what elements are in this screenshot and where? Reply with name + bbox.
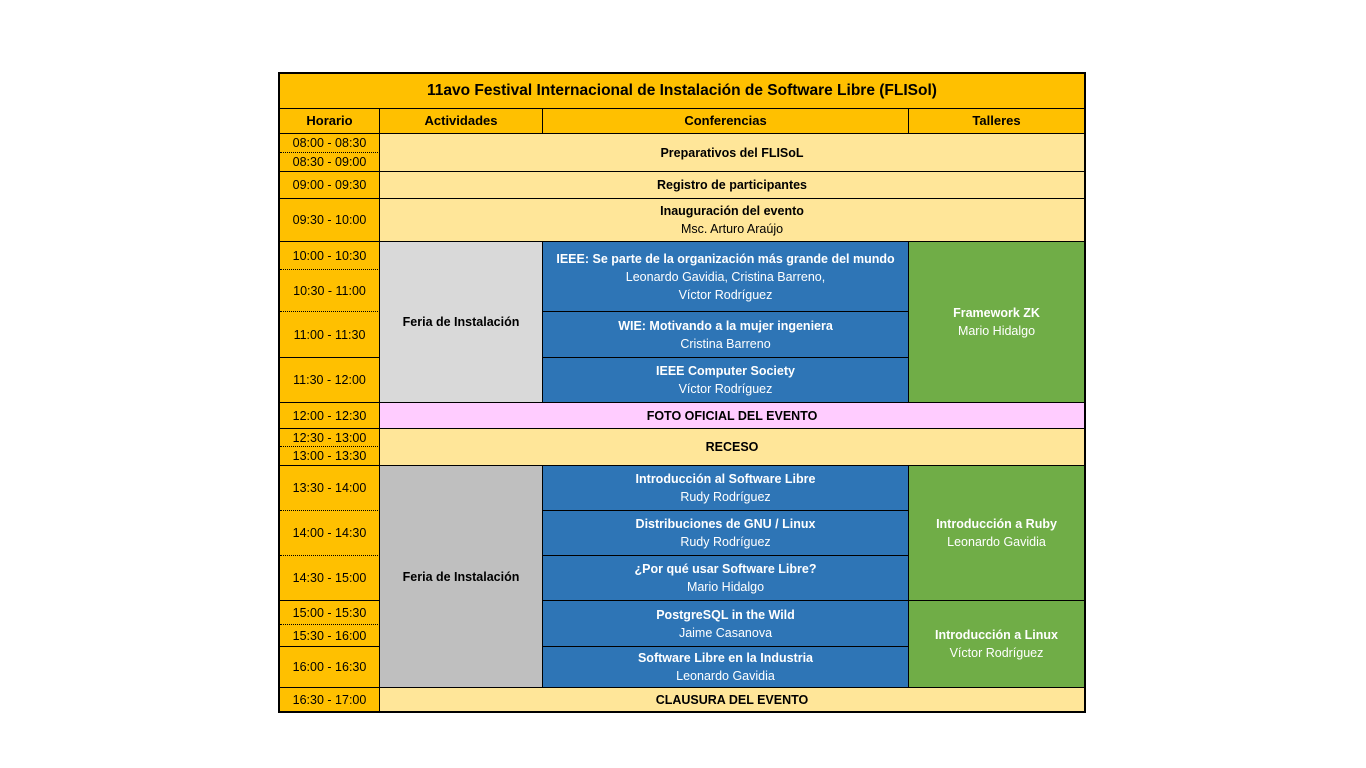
morning-actividad: Feria de Instalación [380, 242, 543, 403]
conference-speaker: Jaime Casanova [678, 625, 773, 640]
time-slot: 12:00 - 12:30 [280, 403, 380, 429]
conference-block [543, 511, 909, 556]
conference-block [543, 647, 909, 688]
time-slot: 14:00 - 14:30 [280, 511, 380, 556]
time-slot: 13:30 - 14:00 [280, 466, 380, 511]
conference-speaker: Rudy Rodríguez [680, 535, 771, 549]
workshop-block [909, 601, 1084, 688]
time-slot: 13:00 - 13:30 [280, 447, 380, 466]
workshop-title: Introducción a Ruby [936, 517, 1057, 531]
registro-row: Registro de participantes [380, 172, 1084, 199]
workshop-block [909, 466, 1084, 601]
time-slot: 11:00 - 11:30 [280, 312, 380, 358]
conference-title: PostgreSQL in the Wild [656, 607, 795, 622]
workshop-title: Introducción a Linux [935, 628, 1058, 642]
preparativos-row: Preparativos del FLISoL [380, 134, 1084, 172]
conference-block [543, 601, 909, 647]
time-slot: 10:30 - 11:00 [280, 270, 380, 312]
conference-title: Introducción al Software Libre [635, 472, 816, 486]
time-slot: 08:00 - 08:30 [280, 134, 380, 153]
header-horario: Horario [280, 109, 380, 134]
workshop-title: Framework ZK [953, 306, 1040, 320]
conference-block [543, 466, 909, 511]
conference-speaker: Leonardo Gavidia [676, 669, 775, 683]
inauguracion-title: Inauguración del evento [660, 204, 804, 218]
conference-title: Distribuciones de GNU / Linux [635, 517, 816, 531]
conference-speaker: Rudy Rodríguez [680, 490, 771, 504]
time-slot: 08:30 - 09:00 [280, 153, 380, 172]
conference-speaker: Leonardo Gavidia, Cristina Barreno, [625, 269, 826, 284]
time-slot: 15:30 - 16:00 [280, 625, 380, 647]
conference-speaker: Cristina Barreno [680, 336, 771, 351]
time-slot: 10:00 - 10:30 [280, 242, 380, 270]
time-slot: 12:30 - 13:00 [280, 429, 380, 447]
schedule-title: 11avo Festival Internacional de Instalación de Software Libre (FLISol) [280, 74, 1084, 109]
conference-block [543, 556, 909, 601]
time-slot: 14:30 - 15:00 [280, 556, 380, 601]
conference-title: WIE: Motivando a la mujer ingeniera [618, 318, 833, 333]
conference-title: ¿Por qué usar Software Libre? [634, 562, 817, 576]
afternoon-actividad: Feria de Instalación [380, 466, 543, 688]
conference-speaker: Víctor Rodríguez [678, 287, 773, 302]
workshop-speaker: Víctor Rodríguez [949, 646, 1044, 660]
time-slot: 16:30 - 17:00 [280, 688, 380, 711]
clausura-row: CLAUSURA DEL EVENTO [380, 688, 1084, 711]
workshop-speaker: Leonardo Gavidia [947, 535, 1046, 549]
header-actividades: Actividades [380, 109, 543, 134]
header-conferencias: Conferencias [543, 109, 909, 134]
header-talleres: Talleres [909, 109, 1084, 134]
time-slot: 11:30 - 12:00 [280, 358, 380, 403]
workshop-block [909, 242, 1084, 403]
time-slot: 09:00 - 09:30 [280, 172, 380, 199]
conference-block [543, 358, 909, 403]
conference-speaker: Mario Hidalgo [686, 580, 765, 594]
workshop-speaker: Mario Hidalgo [957, 324, 1036, 338]
inauguracion-speaker: Msc. Arturo Araújo [680, 222, 784, 236]
time-slot: 09:30 - 10:00 [280, 199, 380, 242]
receso-row: RECESO [380, 429, 1084, 466]
conference-title: Software Libre en la Industria [637, 651, 814, 665]
inauguracion-row [380, 199, 1084, 242]
conference-speaker: Víctor Rodríguez [678, 382, 773, 396]
foto-row: FOTO OFICIAL DEL EVENTO [380, 403, 1084, 429]
time-slot: 15:00 - 15:30 [280, 601, 380, 625]
conference-title: IEEE Computer Society [656, 364, 795, 378]
schedule-table [278, 72, 1086, 713]
time-slot: 16:00 - 16:30 [280, 647, 380, 688]
conference-block [543, 312, 909, 358]
conference-title: IEEE: Se parte de la organización más grande del mundo [556, 251, 895, 266]
conference-block [543, 242, 909, 312]
